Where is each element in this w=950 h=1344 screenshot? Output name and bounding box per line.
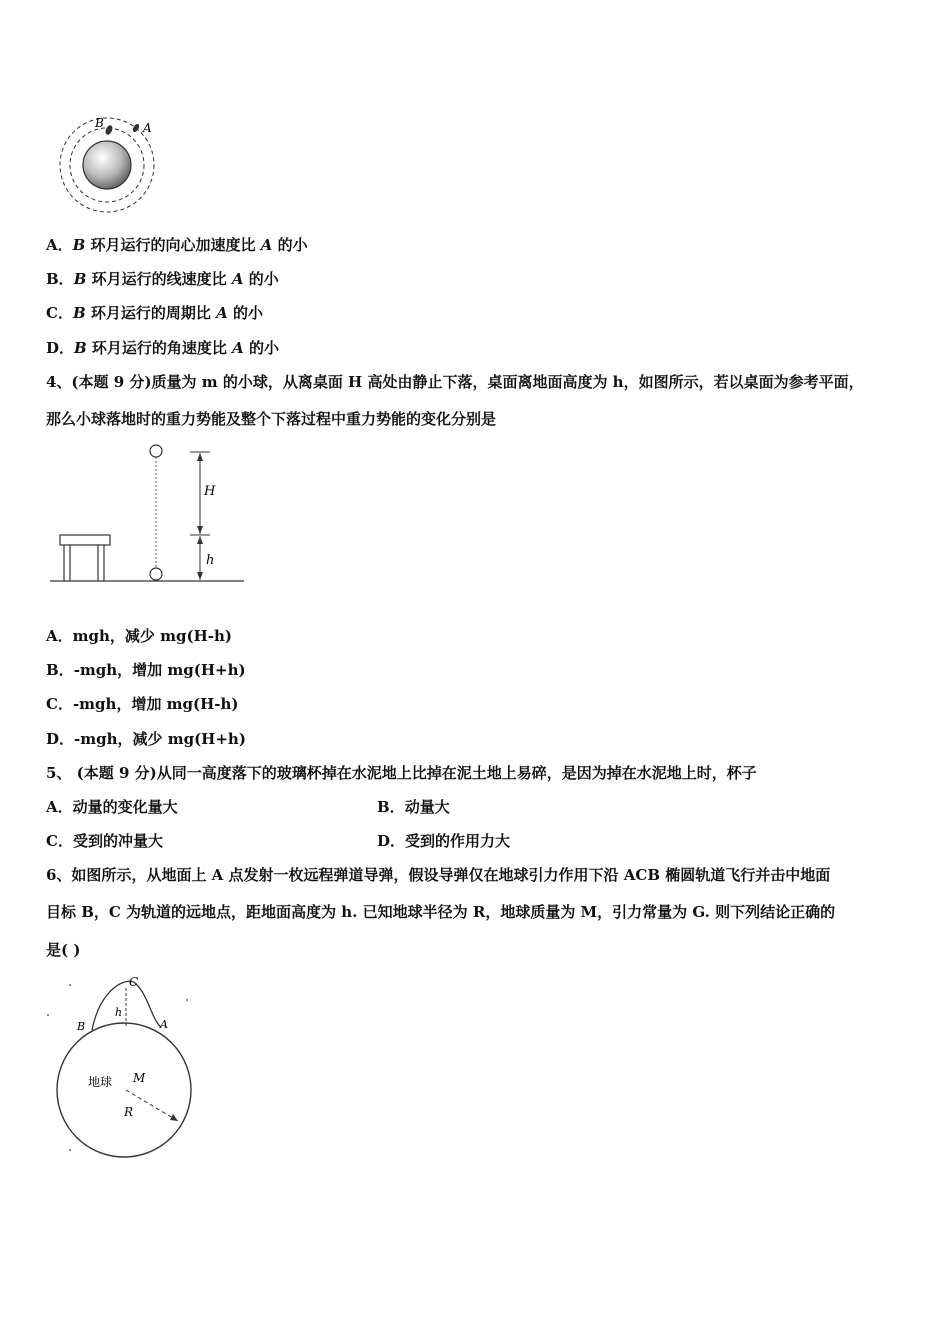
earth [57,1023,191,1157]
ball-top [150,445,162,457]
table-top [60,535,110,545]
q6-stem-line1: 6、如图所示，从地面上 A 点发射一枚远程弹道导弹，假设导弹仅在地球引力作用下沿 ACB 椭圆轨道飞行并击中地面 [46,866,831,884]
label-R: R [124,1105,134,1119]
q5-option-a: A．动量的变化量大 [46,798,178,816]
label-a: A [143,121,152,135]
moon [83,141,131,189]
q5-stem: 5、 (本题 9 分)从同一高度落下的玻璃杯掉在水泥地上比掉在泥土地上易碎，是因为掉在水泥地上时，杯子 [46,764,757,782]
missile-orbit-figure [40,970,205,1165]
orbit-figure [50,110,165,220]
label-B: B [77,1020,86,1033]
label-h6: h [115,1006,123,1019]
q4-stem-line1: 4、(本题 9 分)质量为 m 的小球，从离桌面 H 高处由静止下落，桌面离地面高度为 h，如图所示，若以桌面为参考平面， [46,373,864,391]
label-M: M [133,1071,146,1085]
q5-option-b: B．动量大 [377,798,450,816]
q6-stem-line2: 目标 B，C 为轨道的远地点，距地面高度为 h. 已知地球半径为 R，地球质量为 M，引力常量为 G. 则下列结论正确的 [46,903,836,921]
label-C: C [129,975,139,989]
label-H: H [204,484,216,499]
q4-stem-line2: 那么小球落地时的重力势能及整个下落过程中重力势能的变化分别是 [46,410,497,428]
q3-option-a: A．B 环月运行的向心加速度比 A 的小 [46,236,308,254]
falling-ball-figure [48,440,248,590]
label-b: B [95,116,104,130]
label-A: A [160,1018,168,1031]
satellite-b [104,124,114,136]
satellite-a [132,123,141,133]
q4-option-c: C．-mgh，增加 mg(H-h) [46,695,239,713]
q5-option-d: D．受到的作用力大 [377,832,511,850]
label-h: h [206,553,215,568]
q6-stem-line3: 是( ) [46,941,81,959]
q4-option-b: B．-mgh，增加 mg(H+h) [46,661,246,679]
q4-option-d: D．-mgh，减少 mg(H+h) [46,730,246,748]
radius-line [126,1090,178,1121]
q5-option-c: C．受到的冲量大 [46,832,163,850]
ball-bottom [150,568,162,580]
label-earth: 地球 [88,1075,113,1089]
q3-option-b: B．B 环月运行的线速度比 A 的小 [46,270,279,288]
q3-option-c: C．B 环月运行的周期比 A 的小 [46,304,263,322]
q3-option-d: D．B 环月运行的角速度比 A 的小 [46,339,280,357]
q4-option-a: A．mgh，减少 mg(H-h) [46,627,232,645]
